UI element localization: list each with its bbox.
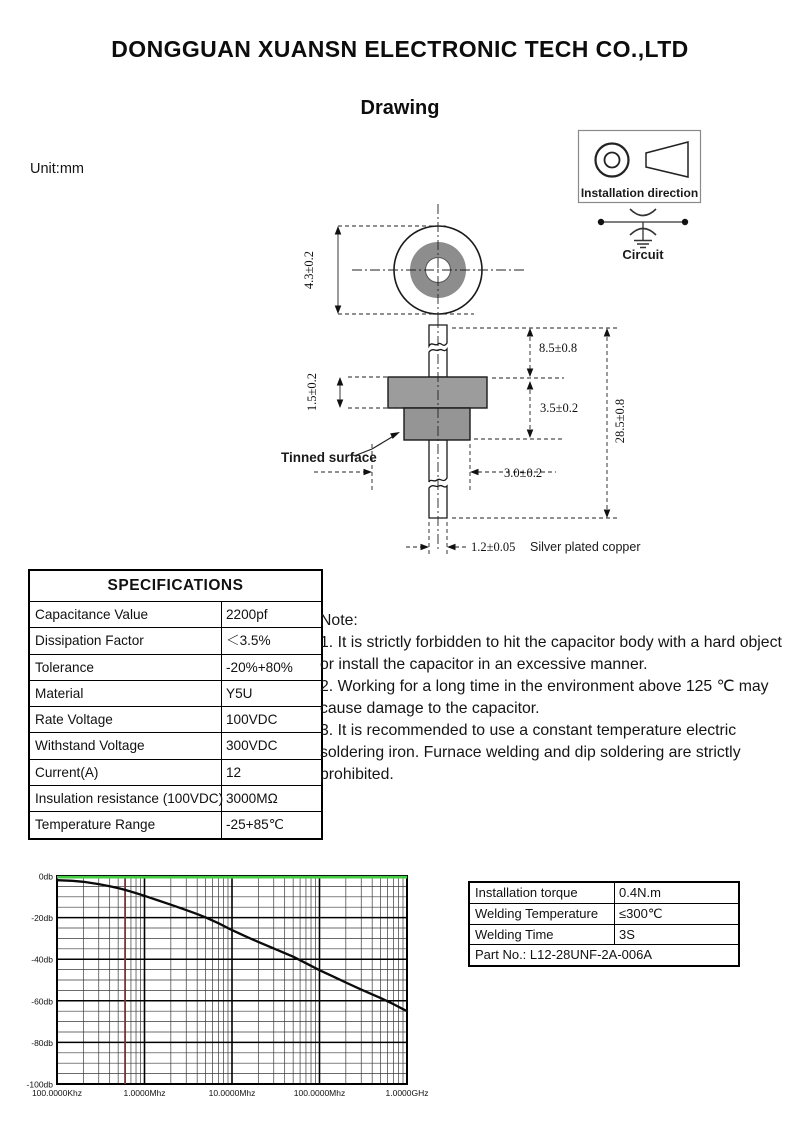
dim-flange-height: 1.5±0.2 xyxy=(305,372,319,412)
spec-label: Material xyxy=(30,681,222,706)
spec-label: Capacitance Value xyxy=(30,602,222,627)
page-title: Drawing xyxy=(360,97,440,119)
spec-label: Insulation resistance (100VDC) xyxy=(30,786,222,811)
y-tick-label: -100db xyxy=(26,1079,53,1090)
capacitor-side-view xyxy=(388,318,487,550)
spec-label: Current(A) xyxy=(30,760,222,785)
spec-row xyxy=(30,654,321,680)
spec-value: 12 xyxy=(226,764,242,780)
dim-pin-diameter: 1.2±0.05 xyxy=(471,540,516,554)
spec-row xyxy=(30,627,321,653)
spec-row xyxy=(30,680,321,706)
spec-row xyxy=(30,811,321,837)
spec-row xyxy=(30,785,321,811)
param-value: 0.4N.m xyxy=(619,885,661,900)
pin-material-label: Silver plated copper xyxy=(530,540,641,554)
spec-label: Dissipation Factor xyxy=(30,628,222,653)
spec-value: ＜3.5% xyxy=(226,633,271,649)
spec-row xyxy=(30,732,321,758)
x-tick-label: 100.0000Mhz xyxy=(293,1088,346,1098)
dim-top-view-diameter: 4.3±0.2 xyxy=(302,250,316,290)
note-title: Note: xyxy=(320,612,358,629)
note-item: 3. It is recommended to use a constant temperature electric soldering iron. Furnace welding and dip soldering are strictly prohibited. xyxy=(320,722,741,783)
note-item: 2. Working for a long time in the environment above 125 ℃ may cause damage to the capacitor. xyxy=(320,678,769,717)
param-label: Welding Temperature xyxy=(470,904,615,923)
note-items xyxy=(320,632,796,786)
spec-value: 100VDC xyxy=(226,712,278,728)
x-tick-label: 1.0000Mhz xyxy=(123,1088,166,1098)
spec-row xyxy=(30,601,321,627)
parameters-table xyxy=(468,881,740,967)
part-number: Part No.: L12-28UNF-2A-006A xyxy=(470,944,738,965)
x-tick-label: 1.0000GHz xyxy=(385,1088,429,1098)
dim-body-width: 3.0±0.2 xyxy=(504,466,543,480)
spec-label: Withstand Voltage xyxy=(30,733,222,758)
capacitor-top-view xyxy=(352,204,524,336)
y-tick-label: -80db xyxy=(31,1037,53,1048)
param-row xyxy=(470,883,738,903)
spec-label: Temperature Range xyxy=(30,812,222,837)
spec-value: 2200pf xyxy=(226,607,268,622)
param-label: Installation torque xyxy=(470,883,615,903)
spec-label: Tolerance xyxy=(30,655,222,680)
tinned-block xyxy=(404,408,470,440)
company-title: DONGGUAN XUANSN ELECTRONIC TECH CO.,LTD xyxy=(111,36,689,62)
y-tick-label: -60db xyxy=(31,996,53,1007)
capacitor-front-icon xyxy=(596,144,629,177)
y-tick-label: -40db xyxy=(31,954,53,965)
y-tick-label: -20db xyxy=(31,913,53,924)
y-tick-label: 0db xyxy=(38,871,53,882)
circuit-label: Circuit xyxy=(622,247,664,262)
capacitor-flange xyxy=(388,377,487,408)
dim-overall-length: 28.5±0.8 xyxy=(613,398,627,444)
param-value: 3S xyxy=(619,926,635,942)
spec-value: 300VDC xyxy=(226,738,278,754)
tinned-surface-label: Tinned surface xyxy=(281,450,377,465)
spec-value: Y5U xyxy=(226,685,253,701)
param-value: ≤300℃ xyxy=(619,906,663,922)
spec-value: -25+85℃ xyxy=(226,817,284,833)
parameters-rows xyxy=(470,883,738,944)
param-row xyxy=(470,924,738,944)
spec-label: Rate Voltage xyxy=(30,707,222,732)
x-tick-label: 10.0000Mhz xyxy=(208,1088,256,1098)
spec-value: -20%+80% xyxy=(226,659,293,675)
insertion-loss-chart xyxy=(25,858,440,1113)
technical-drawing xyxy=(270,198,690,564)
spec-row xyxy=(30,759,321,785)
x-tick-label: 100.0000Khz xyxy=(31,1088,83,1098)
dim-body-height: 3.5±0.2 xyxy=(540,401,579,415)
dim-top-pin-length: 8.5±0.8 xyxy=(539,341,578,355)
spec-row xyxy=(30,706,321,732)
specifications-rows xyxy=(30,601,321,838)
specifications-table xyxy=(28,569,323,840)
param-label: Welding Time xyxy=(470,925,615,944)
specifications-title: SPECIFICATIONS xyxy=(107,577,244,594)
spec-value: 3000MΩ xyxy=(226,791,278,807)
installation-direction-label: Installation direction xyxy=(580,186,699,200)
note-item: 1. It is strictly forbidden to hit the capacitor body with a hard object or install the capacitor in an excessive manner. xyxy=(320,634,782,673)
note-block xyxy=(320,610,796,786)
param-row xyxy=(470,903,738,923)
unit-label: Unit:mm xyxy=(30,161,84,177)
